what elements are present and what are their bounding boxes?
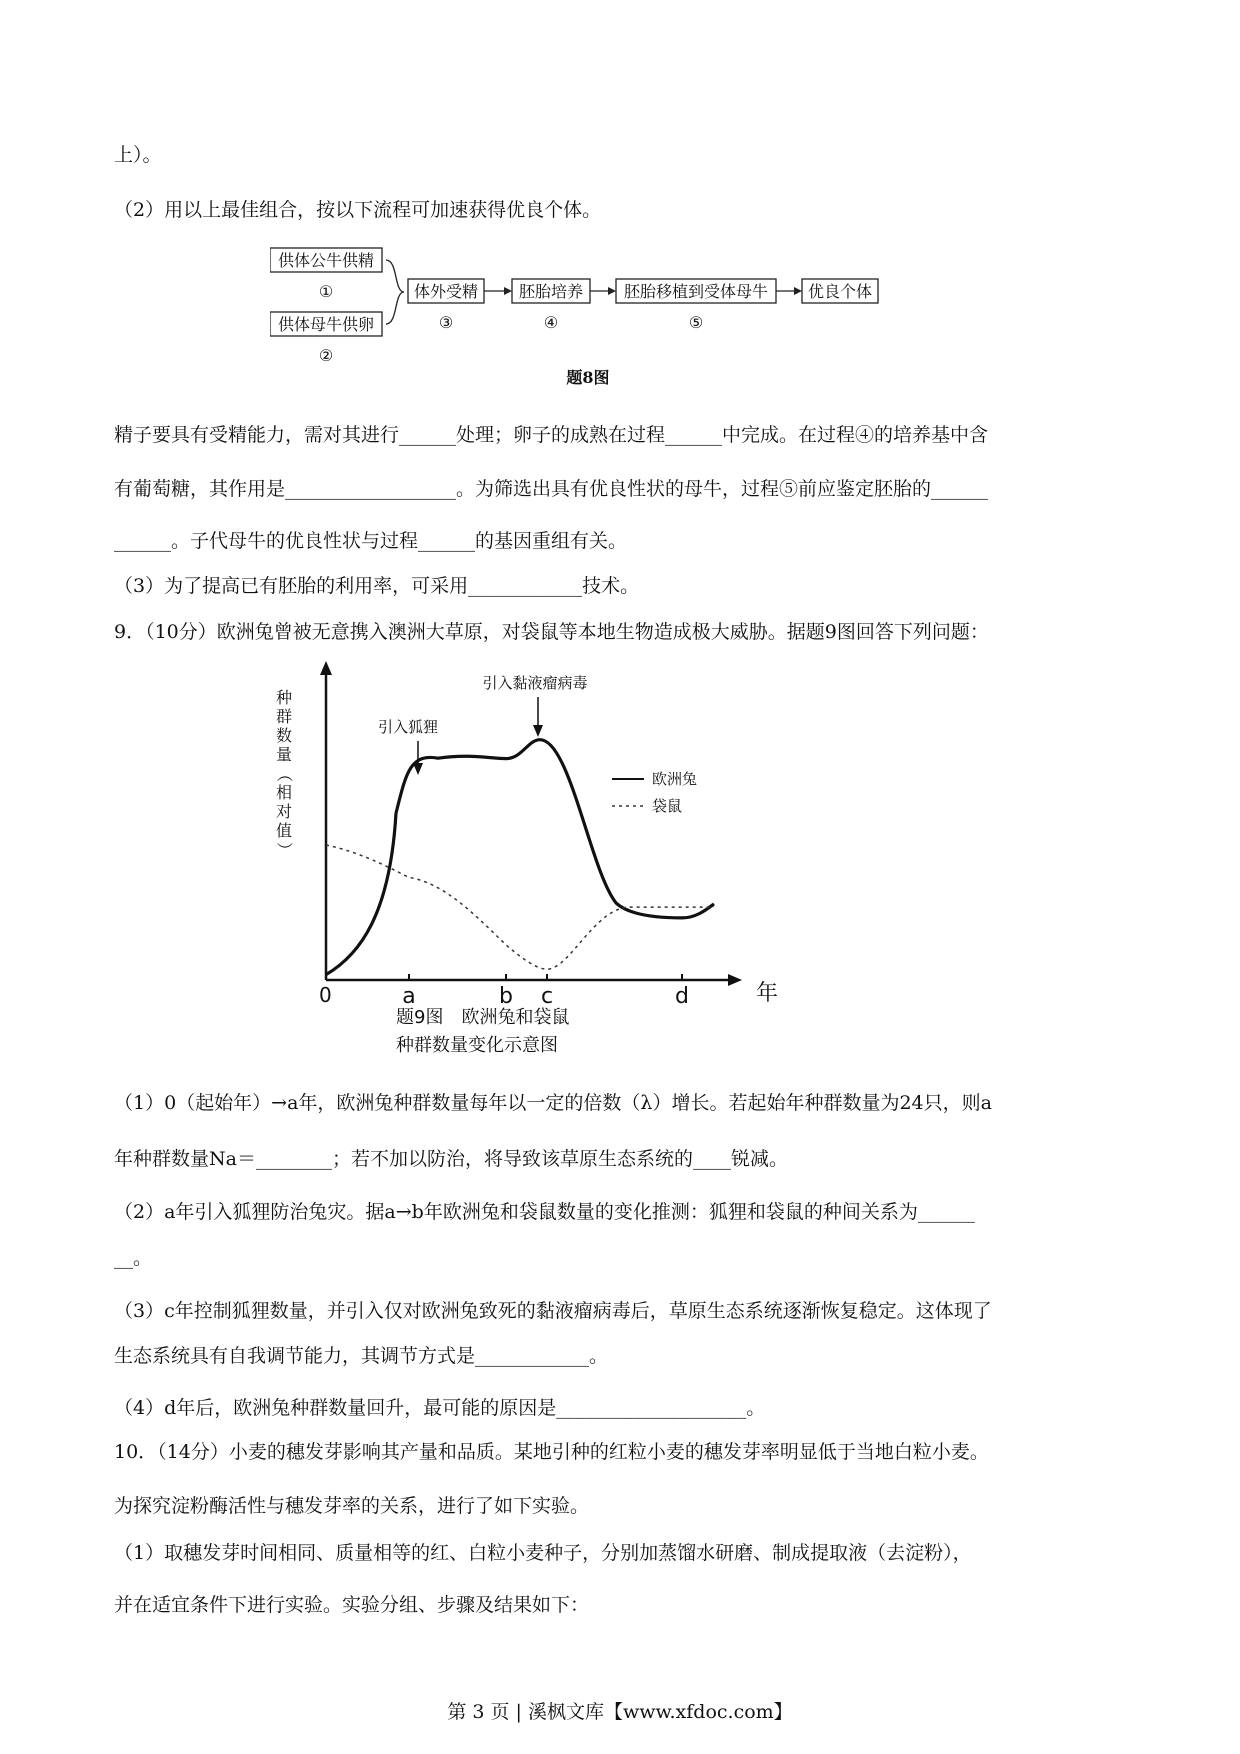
step-1-label: ① <box>318 282 334 301</box>
y-axis-label-char: 量 <box>275 745 293 764</box>
text-line: （2）a年引入狐狸防治兔灾。据a→b年欧洲兔和袋鼠数量的变化推测：狐狸和袋鼠的种间关系为______ <box>114 1201 975 1223</box>
y-axis-label-char: 相 <box>275 783 293 802</box>
y-axis-label-char: 数 <box>275 726 293 745</box>
x-axis-label: 年 <box>756 981 779 1006</box>
annotation-virus: 引入黏液瘤病毒 <box>482 674 588 692</box>
text-line: 并在适宜条件下进行实验。实验分组、步骤及结果如下： <box>114 1594 590 1616</box>
arrow-head <box>504 287 512 295</box>
y-axis-label-char: 群 <box>275 707 293 726</box>
text-line: （1）取穗发芽时间相同、质量相等的红、白粒小麦种子，分别加蒸馏水研磨、制成提取液（去淀粉）， <box>114 1542 972 1564</box>
box-ivf-label: 体外受精 <box>413 282 479 301</box>
text-line: 为探究淀粉酶活性与穗发芽率的关系，进行了如下实验。 <box>114 1495 590 1517</box>
text-line: __。 <box>114 1247 153 1269</box>
y-axis-arrow <box>320 661 332 675</box>
text-line: （3）c年控制狐狸数量，并引入仅对欧洲兔致死的黏液瘤病毒后，草原生态系统逐渐恢复稳定。这体现了 <box>114 1300 992 1322</box>
origin-label: 0 <box>319 983 332 1007</box>
text-line: 精子要具有受精能力，需对其进行______处理；卵子的成熟在过程______中完成。在过程④的培养基中含 <box>114 424 989 446</box>
box-egg-donor-label: 供体母牛供卵 <box>277 315 375 334</box>
text-line: 生态系统具有自我调节能力，其调节方式是____________。 <box>114 1345 609 1367</box>
legend-label-rabbit: 欧洲兔 <box>652 770 698 788</box>
y-axis-label-char: 对 <box>275 802 293 821</box>
x-tick-label-c: c <box>540 984 554 1009</box>
figure-8-caption: 题8图 <box>566 368 610 387</box>
figure-9-chart <box>270 655 870 1075</box>
annotation-fox-arrow-head <box>413 763 423 775</box>
page-footer: 第 3 页 | 溪枫文库【www.xfdoc.com】 <box>447 1701 793 1723</box>
y-axis-label-char: 种 <box>275 688 293 707</box>
x-axis-arrow <box>728 974 742 986</box>
text-line: 有葡萄糖，其作用是__________________。为筛选出具有优良性状的母牛，过程⑤前应鉴定胚胎的______ <box>114 478 989 500</box>
text-line: 9．（10分）欧洲兔曾被无意携入澳洲大草原，对袋鼠等本地生物造成极大威胁。据题9图回答下列问题： <box>114 621 989 643</box>
y-axis-label-char: （ <box>275 765 294 783</box>
text-line: 10．（14分）小麦的穗发芽影响其产量和品质。某地引种的红粒小麦的穗发芽率明显低于当地白粒小麦。 <box>114 1441 989 1463</box>
arrow-head <box>608 287 616 295</box>
arrow-head <box>794 287 802 295</box>
text-line: （4）d年后，欧洲兔种群数量回升，最可能的原因是____________________。 <box>114 1397 766 1419</box>
text-line: （1）0（起始年）→a年，欧洲兔种群数量每年以一定的倍数（λ）增长。若起始年种群数量为24只，则a <box>114 1092 992 1114</box>
box-sperm-donor-label: 供体公牛供精 <box>277 251 375 270</box>
text-line: 年种群数量Na＝________；若不加以防治，将导致该草原生态系统的____锐减。 <box>114 1148 788 1170</box>
step-3-label: ③ <box>438 313 454 332</box>
text-line: 上）。 <box>114 144 162 166</box>
step-2-label: ② <box>318 346 334 365</box>
legend-label-kangaroo: 袋鼠 <box>652 797 683 815</box>
series-line-kangaroo <box>326 845 714 969</box>
box-offspring-label: 优良个体 <box>807 282 873 301</box>
text-line: （3）为了提高已有胚胎的利用率，可采用____________技术。 <box>114 575 640 597</box>
y-axis-label-char: ） <box>275 841 294 859</box>
x-tick-label-a: a <box>402 984 416 1009</box>
box-embryo-culture-label: 胚胎培养 <box>518 282 584 301</box>
brace <box>386 260 404 324</box>
y-axis-label-char: 值 <box>275 821 293 840</box>
step-4-label: ④ <box>543 313 559 332</box>
text-line: ______。子代母牛的优良性状与过程______的基因重组有关。 <box>114 530 628 552</box>
x-tick-label-d: d <box>675 984 689 1009</box>
y-axis-label <box>275 688 294 858</box>
annotation-virus-arrow-head <box>533 725 543 737</box>
annotation-fox: 引入狐狸 <box>377 718 439 736</box>
box-embryo-transfer-label: 胚胎移植到受体母牛 <box>623 282 769 301</box>
figure-9-caption-line2: 种群数量变化示意图 <box>396 1035 558 1056</box>
figure-8-flowchart <box>270 245 970 395</box>
figure-9-caption-line1: 题9图 欧洲兔和袋鼠 <box>396 1007 570 1028</box>
text-line: （2）用以上最佳组合，按以下流程可加速获得优良个体。 <box>114 199 602 221</box>
step-5-label: ⑤ <box>688 313 704 332</box>
x-tick-label-b: b <box>499 984 513 1009</box>
